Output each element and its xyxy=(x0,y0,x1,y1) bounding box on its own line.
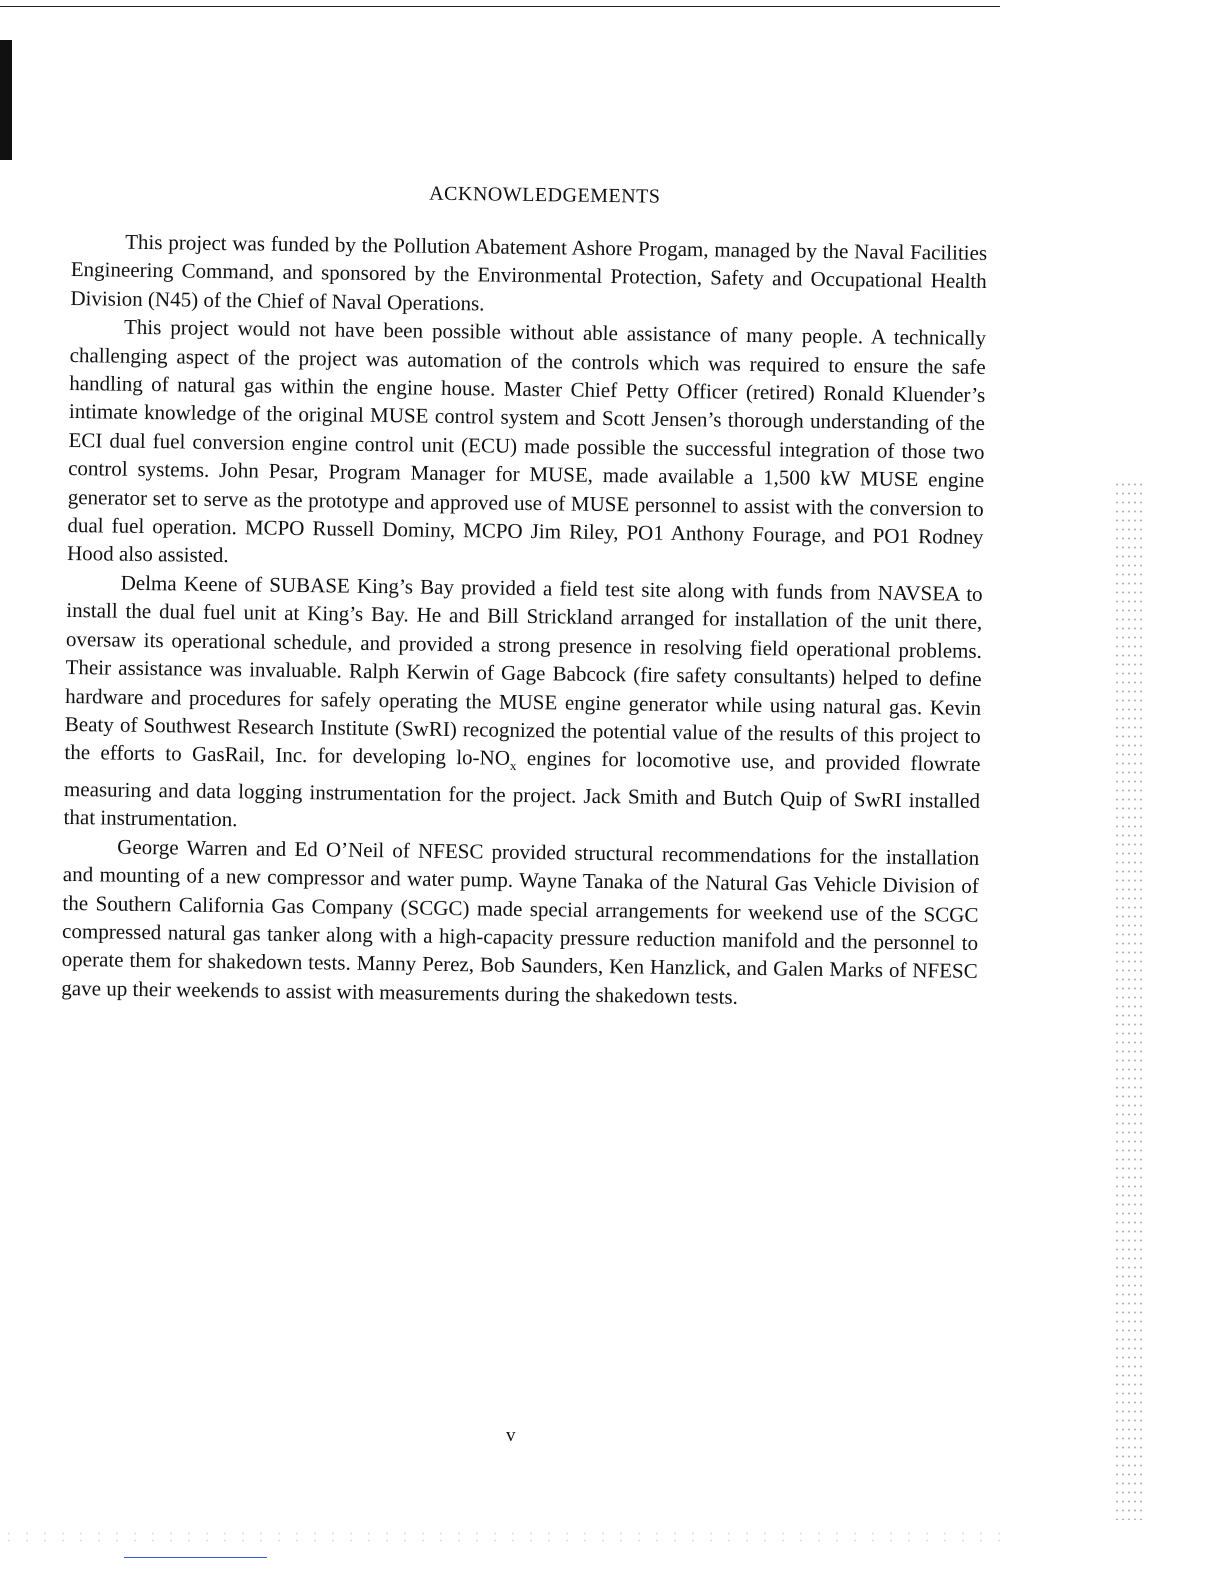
document-body xyxy=(61,178,988,1014)
paragraph-field-test xyxy=(63,568,982,844)
nox-subscript: x xyxy=(509,758,517,774)
scan-speckle-bottom xyxy=(0,1530,1000,1544)
scan-edge-mark xyxy=(0,40,12,160)
paragraph-field-test-part1: Delma Keene of SUBASE King’s Bay provided a field test site along with funds from NAVSEA to install the dual fuel unit at King’s Bay. He and Bill Strickland arranged for installation of the unit there, oversaw its operational schedule, and provided a strong presence in resolving field operational problems. Their assistance was invaluable. Ralph Kerwin of Gage Babcock (fire safety consultants) helped to define hardware and procedures for safely operating the MUSE engine generator while using natural gas. Kevin Beaty of Southwest Research Institute (SwRI) recognized the potential value of the results of this project to the efforts to GasRail, Inc. for developing lo-NO xyxy=(64,570,983,771)
scan-speckle-right xyxy=(1114,480,1144,1520)
paragraph-funding: This project was funded by the Pollution Abatement Ashore Progam, managed by the Naval Facilities Engineering Command, and sponsored by the Environmental Protection, Safety and Occupational Health Division (N45) of the Chief of Naval Operations. xyxy=(70,229,988,316)
footnote-rule xyxy=(124,1557,267,1558)
paragraph-assistance: This project would not have been possible without able assistance of many people. A technically challenging aspect of the project was automation of the controls which was required to ensure the safe handling of natural gas within the engine house. Master Chief Petty Officer (retired) Ronald Kluender’s intimate knowledge of the original MUSE control system and Scott Jensen’s thorough understanding of the ECI dual fuel conversion engine control unit (ECU) made possible the successful integration of those two control systems. John Pesar, Program Manager for MUSE, made available a 1,500 kW MUSE engine generator set to serve as the prototype and approved use of MUSE personnel to assist with the conversion to dual fuel operation. MCPO Russell Dominy, MCPO Jim Riley, PO1 Anthony Fourage, and PO1 Rodney Hood also assisted. xyxy=(66,314,987,568)
page-heading: ACKNOWLEDGEMENTS xyxy=(429,182,661,208)
page-number: v xyxy=(506,1425,516,1446)
paragraph-field-test-part2: engines for locomotive use, and provided flowrate measuring and data logging instrumentation for the project. Jack Smith and Butch Quip of SwRI installed that instrumentation. xyxy=(63,746,981,832)
paragraph-structural: George Warren and Ed O’Neil of NFESC provided structural recommendations for the installation and mounting of a new compressor and water pump. Wayne Tanaka of the Natural Gas Vehicle Division of the Southern California Gas Company (SCGC) made special arrangements for weekend use of the SCGC compressed natural gas tanker along with a high-capacity pressure reduction manifold and the personnel to operate them for shakedown tests. Manny Perez, Bob Saunders, Ken Hanzlick, and Galen Marks of NFESC gave up their weekends to assist with measurements during the shakedown tests. xyxy=(61,834,980,1009)
top-scan-rule xyxy=(0,6,1000,7)
